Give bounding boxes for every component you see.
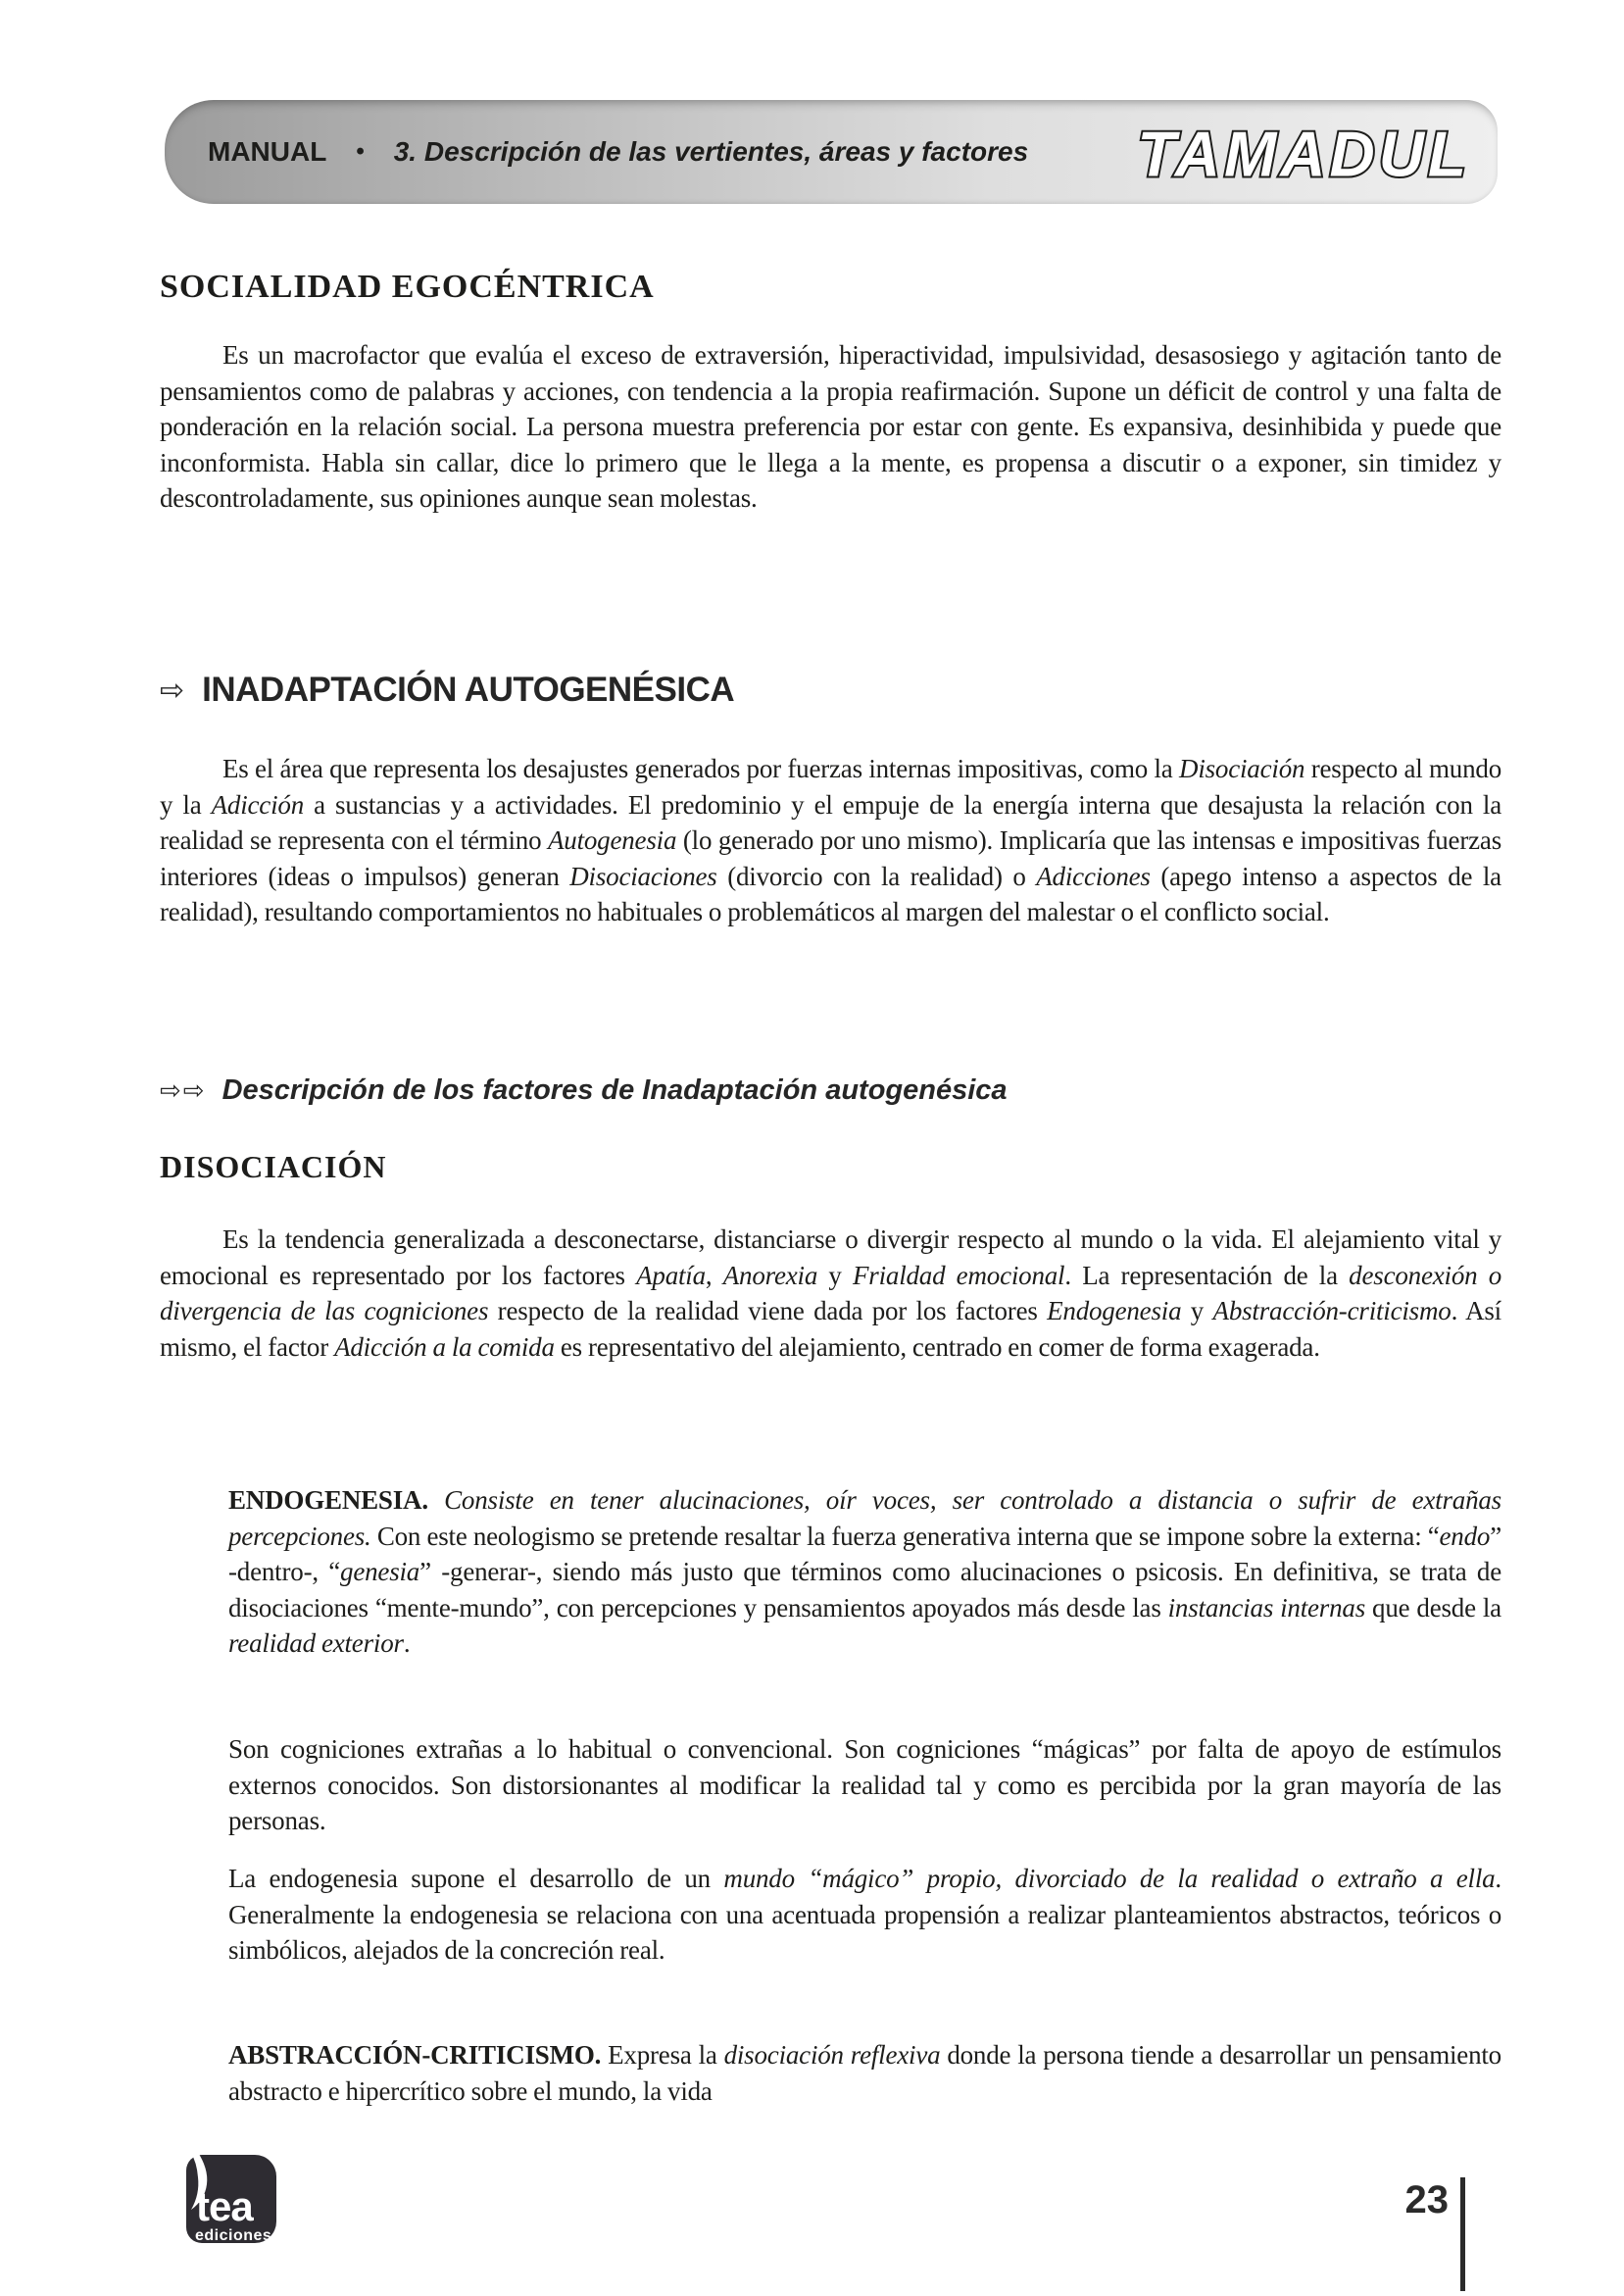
right-arrow-icon: ⇨ xyxy=(160,673,187,708)
tamadul-logo: TAMADUL xyxy=(1137,118,1470,190)
subsection-title-descripcion xyxy=(160,1074,1501,1107)
tea-logo-subtext: ediciones xyxy=(195,2227,272,2244)
factor-title-disociacion: DISOCIACIÓN xyxy=(160,1149,387,1184)
tea-logo-text: tea xyxy=(196,2183,253,2229)
page-number-rule xyxy=(1460,2177,1465,2291)
bullet-separator: • xyxy=(356,138,365,165)
page-number: 23 xyxy=(1404,2178,1449,2221)
header-bar xyxy=(165,100,1498,204)
header-text xyxy=(208,100,1028,204)
chapter-title: 3. Descripción de las vertientes, áreas y factores xyxy=(393,136,1029,167)
section-title-socialidad: SOCIALIDAD EGOCÉNTRICA xyxy=(160,269,655,305)
double-right-arrow-icon: ⇨⇨ xyxy=(160,1075,207,1106)
cogniciones-paragraph: Son cogniciones extrañas a lo habitual o convencional. Son cogniciones “mágicas” por falta de apoyo de estímulos externos conocidos. Son distorsionantes al modificar la realidad tal y como es percibida por la gran mayoría de las personas. xyxy=(228,1734,1501,1835)
abstraccion-paragraph: ABSTRACCIÓN-CRITICISMO. Expresa la disociación reflexiva donde la persona tiende a desarrollar un pensamiento abstracto e hipercrítico sobre el mundo, la vida xyxy=(228,2040,1501,2106)
disociacion-paragraph: Es la tendencia generalizada a desconectarse, distanciarse o divergir respecto al mundo o la vida. El alejamiento vital y emocional es representado por los factores Apatía, Anorexia y Frialdad emocional. La representación de la desconexión o divergencia de las cogniciones respecto de la realidad viene dada por los factores Endogenesia y Abstracción-criticismo. Así mismo, el factor Adicción a la comida es representativo del alejamiento, centrado en comer de forma exagerada. xyxy=(160,1224,1501,1362)
tea-ediciones-logo xyxy=(186,2155,276,2243)
inadaptacion-paragraph: Es el área que representa los desajustes generados por fuerzas internas impositivas, como la Disociación respecto al mundo y la Adicción a sustancias y a actividades. El predominio y el empuje de la energía interna que desajusta la relación con la realidad se representa con el término Autogenesia (lo generado por uno mismo). Implicaría que las intensas e impositivas fuerzas interiores (ideas o impulsos) generan Disociaciones (divorcio con la realidad) o Adicciones (apego intenso a aspectos de la realidad), resultando comportamientos no habituales o problemáticos al margen del malestar o el conflicto social. xyxy=(160,754,1501,926)
socialidad-paragraph: Es un macrofactor que evalúa el exceso de extraversión, hiperactividad, impulsividad, desasosiego y agitación tanto de pensamientos como de palabras y acciones, con tendencia a la propia reafirmación. Supone un déficit de control y una falta de ponderación en la relación social. La persona muestra preferencia por estar con gente. Es expansiva, desinhibida y puede que inconformista. Habla sin callar, dice lo primero que le llega a la mente, es propensa a discutir o a exponer, sin timidez y descontroladamente, sus opiniones aunque sean molestas. xyxy=(160,340,1501,513)
endogenesia-paragraph: ENDOGENESIA. Consiste en tener alucinaciones, oír voces, ser controlado a distancia o sufrir de extrañas percepciones. Con este neologismo se pretende resaltar la fuerza generativa interna que se impone sobre la externa: “endo” -dentro-, “genesia” -generar-, siendo más justo que términos como alucinaciones o psicosis. En definitiva, se trata de disociaciones “mente-mundo”, con percepciones y pensamientos apoyados más desde las instancias internas que desde la realidad exterior. xyxy=(228,1485,1501,1658)
section-title-inadaptacion-label: INADAPTACIÓN AUTOGENÉSICA xyxy=(202,671,735,709)
endogenesia-desarrollo-paragraph: La endogenesia supone el desarrollo de un mundo “mágico” propio, divorciado de la realidad o extraño a ella. Generalmente la endogenesia se relaciona con una acentuada propensión a realizar planteamientos abstractos, teóricos o simbólicos, alejados de la concreción real. xyxy=(228,1864,1501,1965)
section-title-inadaptacion xyxy=(160,671,1501,710)
manual-label: MANUAL xyxy=(208,136,327,167)
subsection-title-descripcion-label: Descripción de los factores de Inadaptación autogenésica xyxy=(221,1074,1008,1106)
